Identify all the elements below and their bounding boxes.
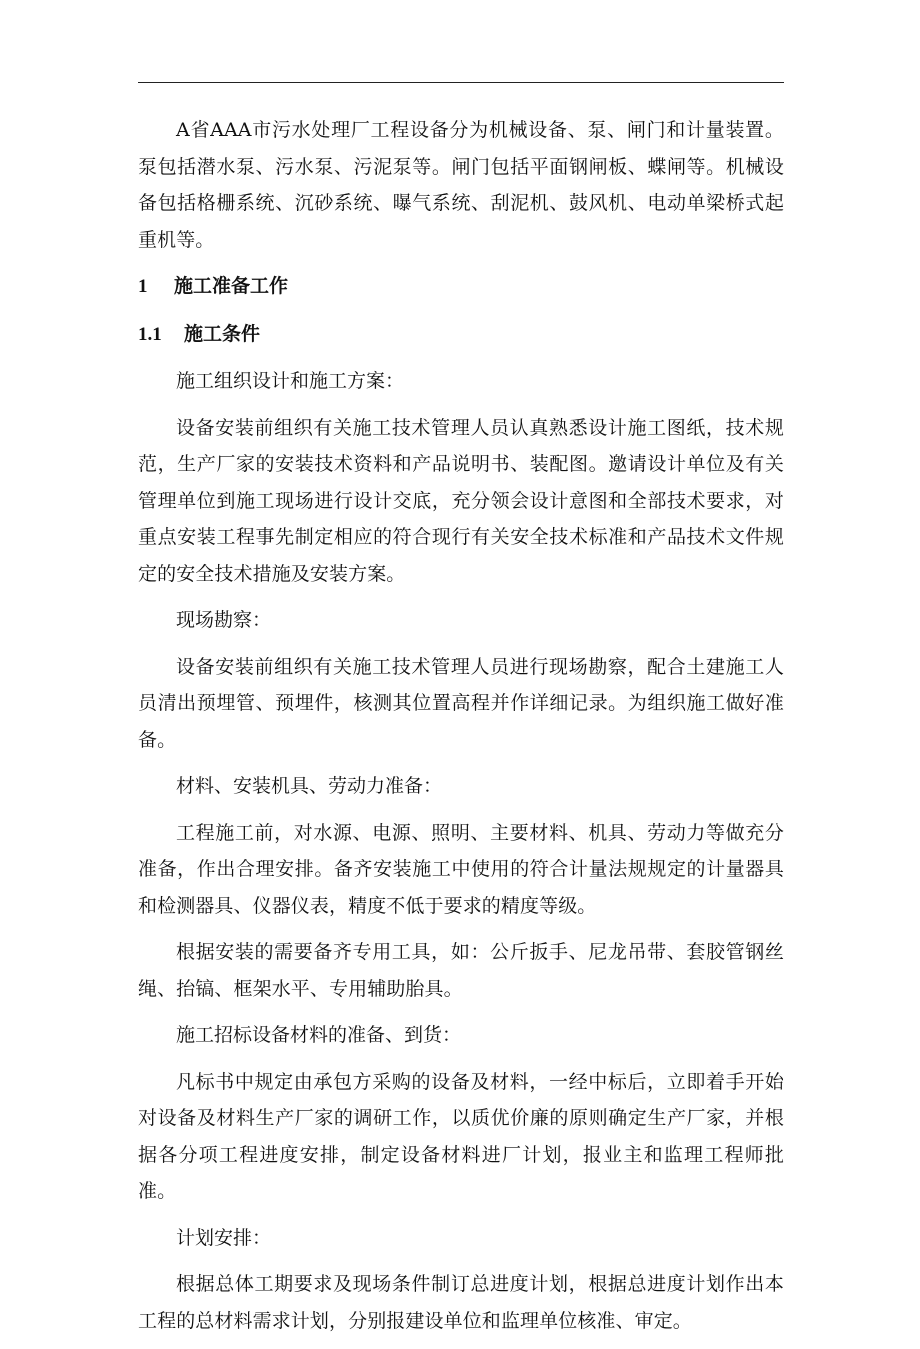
subsection-title: 施工条件 [184,322,261,345]
block-title-design: 施工组织设计和施工方案： [176,370,405,392]
block-text-procurement: 凡标书中规定由承包方采购的设备及材料，一经中标后，立即着手开始对设备及材料生产厂家的调研工作，以质优价廉的原则确定生产厂家，并根据各分项工程进度安排，制定设备材料进厂计划，报业主和监理工程师批准。 [138,1070,784,1202]
block-text-design: 设备安装前组织有关施工技术管理人员认真熟悉设计施工图纸，技术规范，生产厂家的安装技术资料和产品说明书、装配图。邀请设计单位及有关管理单位到施工现场进行设计交底，充分领会设计意图和全部技术要求，对重点安装工程事先制定相应的符合现行有关安全技术标准和产品技术文件规定的安全技术措施及安装方案。 [138,416,784,585]
section-number: 1 [138,276,148,297]
block-title-survey: 现场勘察： [176,609,272,631]
section-heading-1-1 [138,316,784,354]
block-title-procurement: 施工招标设备材料的准备、到货： [176,1024,462,1046]
block-text-tools: 根据安装的需要备齐专用工具，如：公斤扳手、尼龙吊带、套胶管钢丝绳、抬镐、框架水平、专用辅助胎具。 [138,941,784,1000]
block-text-plan: 根据总体工期要求及现场条件制订总进度计划，根据总进度计划作出本工程的总材料需求计划，分别报建设单位和监理单位核准、审定。 [138,1273,784,1332]
section-title: 施工准备工作 [174,275,289,297]
document-body [138,112,784,1349]
header-rule [138,82,784,83]
subsection-number: 1.1 [138,323,162,345]
block-title-plan: 计划安排： [176,1226,272,1249]
intro-paragraph: A省AAA市污水处理厂工程设备分为机械设备、泵、闸门和计量装置。泵包括潜水泵、污水泵、污泥泵等。闸门包括平面钢闸板、蝶闸等。机械设备包括格栅系统、沉砂系统、曝气系统、刮泥机、鼓风机、电动单梁桥式起重机等。 [138,119,784,251]
section-heading-1 [138,268,784,306]
block-title-materials: 材料、安装机具、劳动力准备： [176,775,443,797]
block-text-survey: 设备安装前组织有关施工技术管理人员进行现场勘察，配合土建施工人员清出预埋管、预埋件，核测其位置高程并作详细记录。为组织施工做好准备。 [138,655,784,751]
block-text-materials: 工程施工前，对水源、电源、照明、主要材料、机具、劳动力等做充分准备，作出合理安排。备齐安装施工中使用的符合计量法规规定的计量器具和检测器具、仪器仪表，精度不低于要求的精度等级。 [138,821,784,917]
